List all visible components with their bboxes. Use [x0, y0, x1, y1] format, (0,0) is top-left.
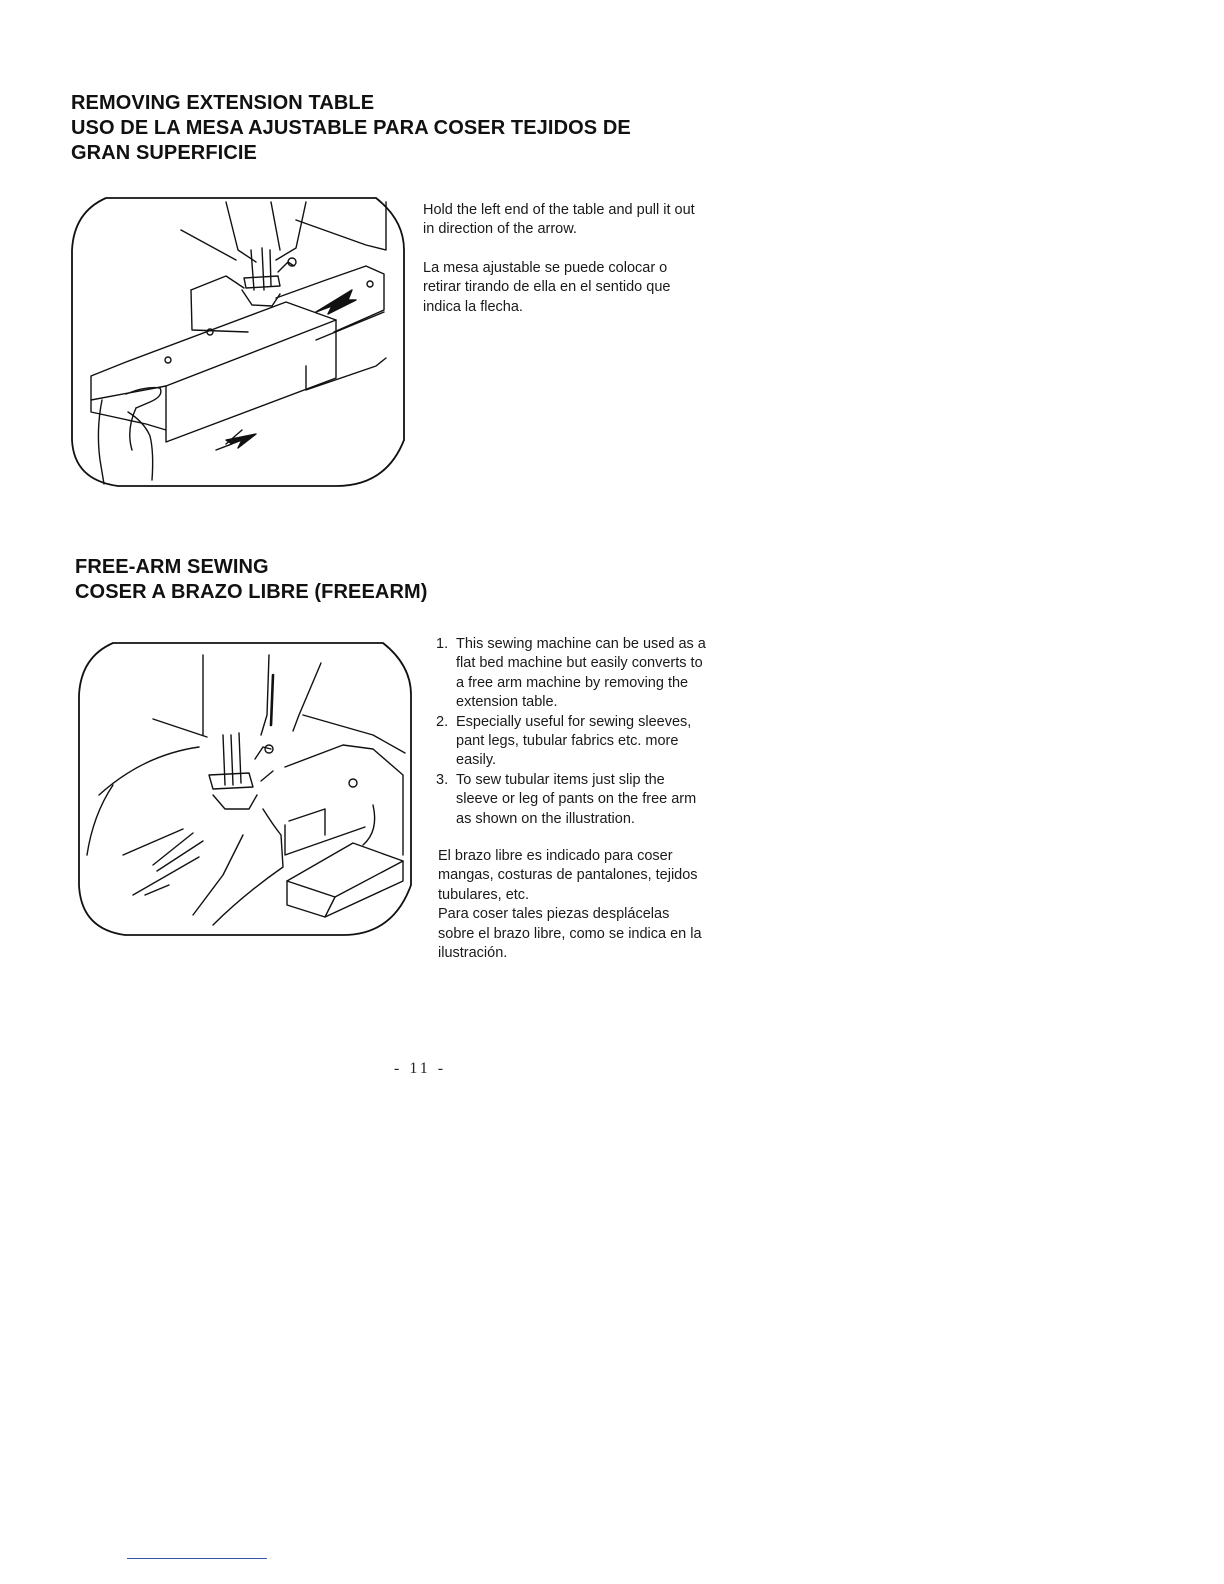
text-line: El brazo libre es indicado para coser: [438, 848, 673, 864]
free-arm-steps-list: [436, 635, 706, 829]
text-line: easily.: [456, 752, 497, 769]
list-item: [436, 713, 706, 771]
text-line: extension table.: [456, 694, 558, 711]
text-line: La mesa ajustable se puede colocar o: [423, 260, 668, 276]
step-number: 2.: [436, 713, 449, 730]
step-number: 3.: [436, 771, 449, 788]
text-line: retirar tirando de ella en el sentido que: [423, 279, 671, 296]
text-line: mangas, costuras de pantalones, tejidos: [438, 867, 698, 884]
extension-table-illustration: [66, 190, 408, 490]
text-line: Especially useful for sewing sleeves,: [456, 713, 692, 730]
free-arm-instructions-spanish: [438, 847, 702, 963]
text-line: a free arm machine by removing the: [456, 674, 689, 691]
text-line: Hold the left end of the table and pull it out: [423, 202, 695, 218]
text-line: sobre el brazo libre, como se indica en la: [438, 925, 702, 942]
footer-rule: [127, 1558, 267, 1559]
text-line: as shown on the illustration.: [456, 810, 635, 827]
section-heading-free-arm-sewing: [75, 555, 428, 605]
heading-line: FREE-ARM SEWING: [75, 556, 269, 578]
text-line: To sew tubular items just slip the: [456, 771, 665, 788]
heading-line: GRAN SUPERFICIE: [71, 142, 257, 164]
heading-line: COSER A BRAZO LIBRE (FREEARM): [75, 581, 428, 603]
text-line: Para coser tales piezas desplácelas: [438, 906, 670, 923]
removing-instructions-english: [423, 201, 695, 240]
text-line: ilustración.: [438, 945, 508, 962]
text-line: tubulares, etc.: [438, 886, 530, 903]
text-line: pant legs, tubular fabrics etc. more: [456, 733, 679, 750]
text-line: in direction of the arrow.: [423, 221, 577, 238]
list-item: [436, 635, 706, 713]
page-number: - 11 -: [394, 1060, 447, 1077]
free-arm-sewing-illustration: [73, 635, 415, 940]
text-line: sleeve or leg of pants on the free arm: [456, 791, 697, 808]
removing-instructions-spanish: [423, 259, 670, 317]
text-line: indica la flecha.: [423, 298, 523, 315]
step-number: 1.: [436, 636, 449, 652]
text-line: flat bed machine but easily converts to: [456, 655, 703, 672]
text-line: This sewing machine can be used as a: [456, 636, 706, 652]
section-heading-removing-extension-table: [71, 91, 631, 166]
heading-line: USO DE LA MESA AJUSTABLE PARA COSER TEJIDOS DE: [71, 117, 631, 139]
list-item: [436, 771, 706, 829]
heading-line: REMOVING EXTENSION TABLE: [71, 92, 375, 114]
